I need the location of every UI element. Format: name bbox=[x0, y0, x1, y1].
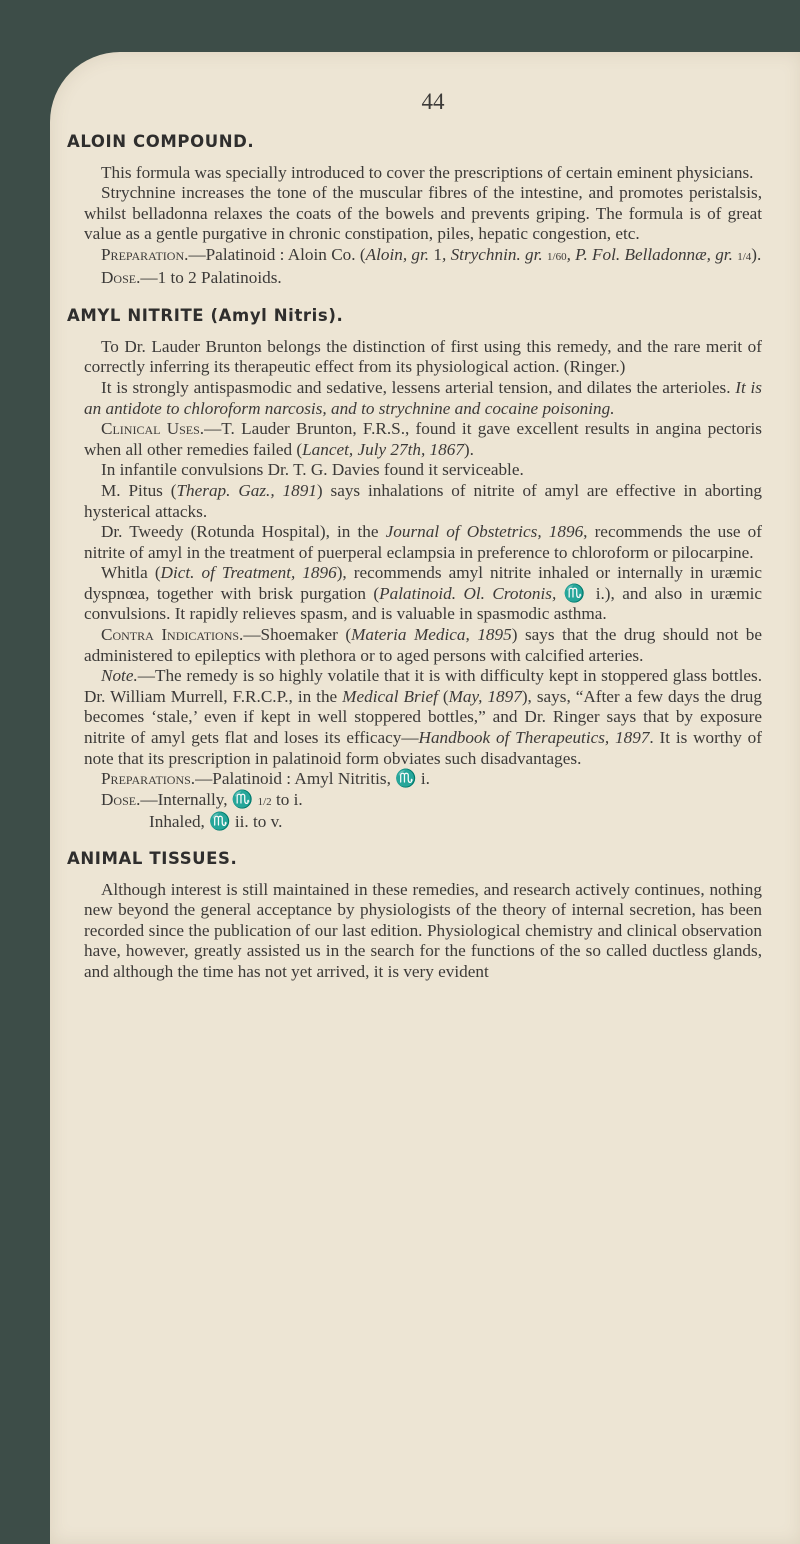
label: Clinical Uses. bbox=[101, 419, 205, 439]
text: ♏ i. bbox=[563, 583, 605, 603]
text: —Palatinoid : Aloin Co. ( bbox=[188, 244, 366, 264]
text: ) says that the drug should not be administered to epileptics with plethora or to aged persons with calcified arteries. bbox=[84, 625, 762, 665]
label: Dose. bbox=[101, 267, 141, 287]
text: Therap. Gaz., 1891 bbox=[176, 480, 317, 500]
fraction: 1/2 bbox=[257, 795, 272, 808]
dose-paragraph bbox=[84, 268, 762, 289]
text: Lancet, July 27th, 1867 bbox=[302, 439, 464, 459]
note-paragraph bbox=[84, 666, 762, 769]
text: M. Pitus ( bbox=[101, 480, 177, 500]
dose-inhaled-line: Inhaled, ♏ ii. to v. bbox=[149, 812, 283, 832]
text: ), recommends amyl nitrite inhaled or internally in uræmic dyspnœa, together with brisk purgation ( bbox=[84, 563, 762, 603]
text: —The remedy is so highly volatile that it is with difficulty kept in stoppered glass bottles. Dr. William Murrell, F.R.C.P., in the bbox=[84, 666, 762, 706]
label: Preparations. bbox=[101, 769, 196, 789]
text: . It is worthy of note that its prescription in palatinoid form obviates such disadvantages. bbox=[84, 728, 762, 768]
text: —Palatinoid : Amyl Nitritis, ♏ i. bbox=[195, 769, 430, 789]
text: Whitla ( bbox=[101, 563, 161, 583]
text: to i. bbox=[271, 789, 303, 809]
text: , P. Fol. Belladonnæ, gr. bbox=[566, 244, 738, 264]
dose-paragraph bbox=[84, 790, 762, 813]
paragraph: To Dr. Lauder Brunton belongs the distinction of first using this remedy, and the rare merit of correctly inferring its therapeutic effect from its physiological action. (Ringer.) bbox=[84, 336, 762, 377]
paragraph bbox=[84, 522, 762, 563]
paragraph: Although interest is still maintained in these remedies, and research actively continues, nothing new beyond the general acceptance by physiologists of the theory of internal secretion, has been recorded since the publication of our last edition. Physiological chemistry and clinical observation have, however, greatly assisted us in the search for the functions of the so called ductless glands, and although the time has not yet arrived, it is very evident bbox=[84, 879, 762, 981]
text: —Shoemaker ( bbox=[243, 625, 352, 645]
text: —1 to 2 Palatinoids. bbox=[140, 267, 282, 287]
text: ), says, “After a few days the drug becomes ‘stale,’ even if kept in well stoppered bottles,” and Dr. Ringer says that by exposure nitrite of amyl gets flat and loses its efficacy— bbox=[84, 686, 762, 748]
paragraph bbox=[84, 378, 762, 419]
text: , recommends the use of nitrite of amyl in the treatment of puerperal eclampsia in preference to chloroform or pilocarpine. bbox=[84, 522, 762, 562]
heading-amyl-nitrite: AMYL NITRITE (Amyl Nitris). bbox=[67, 306, 344, 326]
text: ( bbox=[437, 686, 449, 706]
paragraph bbox=[84, 481, 762, 522]
label: Dose. bbox=[101, 789, 141, 809]
clinical-uses-paragraph bbox=[84, 419, 762, 460]
paragraph bbox=[84, 563, 762, 625]
text: Journal of Obstetrics, 1896 bbox=[385, 522, 584, 542]
fraction: 1/4 bbox=[737, 250, 752, 263]
page-content bbox=[67, 89, 763, 983]
text: ). bbox=[751, 244, 762, 264]
text: Aloin, gr. bbox=[365, 244, 434, 264]
text: —Internally, ♏ bbox=[140, 789, 258, 809]
text: It is strongly antispasmodic and sedative, lessens arterial tension, and dilates the arterioles. bbox=[101, 377, 736, 397]
preparations-paragraph bbox=[84, 769, 762, 790]
text: ). bbox=[463, 439, 474, 459]
paragraph: Strychnine increases the tone of the muscular fibres of the intestine, and promotes peristalsis, whilst belladonna relaxes the coats of the bowels and prevents griping. The formula is of great value as a gentle purgative in chronic constipation, piles, hepatic congestion, etc. bbox=[84, 183, 762, 244]
label: Preparation. bbox=[101, 244, 189, 264]
label: Note. bbox=[101, 666, 138, 686]
text: 1 bbox=[433, 244, 442, 264]
text: Handbook of Therapeutics, 1897 bbox=[418, 728, 650, 748]
text: Medical Brief bbox=[342, 686, 438, 706]
text: May, 1897 bbox=[448, 686, 522, 706]
paragraph: This formula was specially introduced to cover the prescriptions of certain eminent physicians. bbox=[101, 162, 754, 182]
contra-indications-paragraph bbox=[84, 625, 762, 666]
label: Contra Indications. bbox=[101, 625, 244, 645]
page-number: 44 bbox=[421, 89, 445, 114]
text: Dr. Tweedy (Rotunda Hospital), in the bbox=[101, 522, 386, 542]
heading-aloin-compound: ALOIN COMPOUND. bbox=[67, 132, 255, 151]
text: Dict. of Treatment, 1896 bbox=[160, 563, 337, 583]
heading-animal-tissues: ANIMAL TISSUES. bbox=[67, 849, 238, 868]
text: , Strychnin. gr. bbox=[441, 244, 548, 264]
text: Materia Medica, 1895 bbox=[351, 625, 512, 645]
text: —T. Lauder Brunton, F.R.S., found it gave excellent results in angina pectoris when all other remedies failed ( bbox=[84, 419, 762, 459]
preparation-paragraph bbox=[84, 245, 762, 268]
fraction: 1/60 bbox=[547, 250, 567, 263]
text: ) says inhalations of nitrite of amyl are effective in aborting hysterical attacks. bbox=[84, 480, 763, 521]
text: Palatinoid. Ol. Crotonis, bbox=[379, 583, 564, 603]
paragraph: In infantile convulsions Dr. T. G. Davies found it serviceable. bbox=[101, 460, 524, 480]
text: It is an antidote to chloroform narcosis, and to strychnine and cocaine poisoning. bbox=[84, 377, 762, 418]
text: ), and also in uræmic convulsions. It rapidly relieves spasm, and is valuable in spasmodic asthma. bbox=[84, 583, 763, 624]
